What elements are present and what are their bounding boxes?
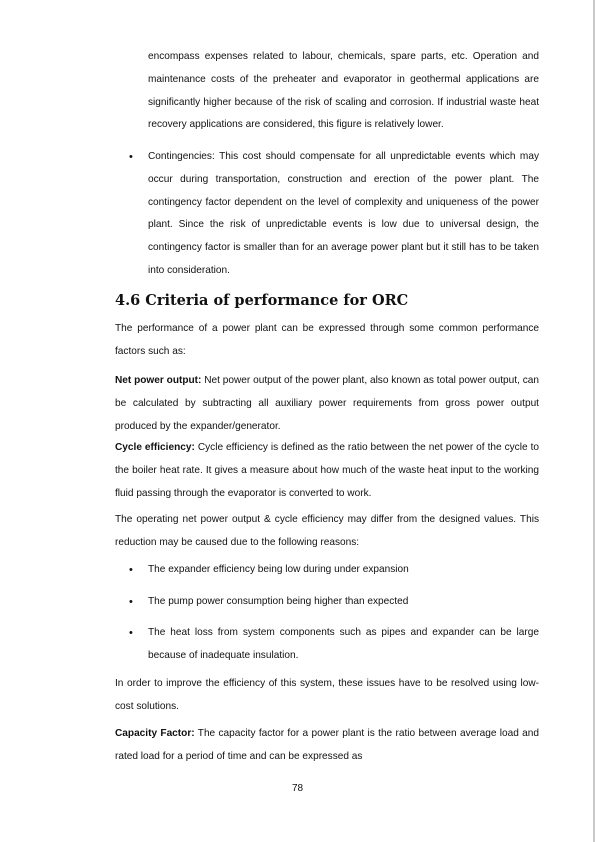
- operating-paragraph: The operating net power output & cycle efficiency may differ from the designed values. This reduction may be caused due to the following reasons:: [115, 514, 539, 548]
- cycle-efficiency-text: Cycle efficiency is defined as the ratio between the net power of the cycle to the boiler heat rate. It gives a measure about how much of the waste heat input to the working fluid passing through the evaporator is converted to work.: [115, 442, 539, 499]
- page-number: 78: [291, 783, 304, 794]
- contingencies-bullet: [115, 146, 539, 283]
- reason-text: The heat loss from system components such as pipes and expander can be large because of inadequate insulation.: [148, 627, 539, 661]
- bullet-icon: •: [129, 627, 133, 639]
- reason-text: The expander efficiency being low during under expansion: [148, 564, 409, 575]
- capacity-factor-paragraph: [115, 723, 539, 769]
- bullet-icon: •: [129, 596, 133, 608]
- capacity-factor-text: The capacity factor for a power plant is the ratio between average load and rated load for a period of time and can be expressed as: [115, 728, 540, 762]
- section-heading: 4.6 Criteria of performance for ORC: [115, 292, 409, 309]
- contingencies-text: Contingencies: This cost should compensate for all unpredictable events which may occur during transportation, construction and erection of the power plant. The contingency factor dependent on the level of complexity and uniqueness of the power plant. Since the risk of unpredictable events is low due to universal design, the contingency factor is smaller than for an average power plant but it still has to be taken into consideration.: [148, 151, 539, 276]
- cycle-efficiency-paragraph: [115, 437, 539, 505]
- net-power-term: Net power output:: [115, 375, 202, 386]
- improve-paragraph: In order to improve the efficiency of this system, these issues have to be resolved using low-cost solutions.: [115, 678, 539, 712]
- intro-continuation: encompass expenses related to labour, chemicals, spare parts, etc. Operation and maintenance costs of the preheater and evaporator in geothermal applications are significantly higher because of the risk of scaling and corrosion. If industrial waste heat recovery applications are considered, this figure is relatively lower.: [148, 51, 539, 131]
- reason-item: [115, 559, 539, 582]
- reason-text: The pump power consumption being higher than expected: [148, 596, 409, 607]
- bullet-icon: •: [129, 151, 133, 163]
- reason-item: [115, 591, 539, 614]
- net-power-paragraph: [115, 370, 539, 438]
- reason-item: [115, 622, 539, 668]
- capacity-factor-term: Capacity Factor:: [115, 728, 195, 739]
- section-intro: The performance of a power plant can be expressed through some common performance factors such as:: [115, 323, 539, 357]
- bullet-icon: •: [129, 564, 133, 576]
- cycle-efficiency-term: Cycle efficiency:: [115, 442, 195, 453]
- net-power-text: Net power output of the power plant, also known as total power output, can be calculated by subtracting all auxiliary power requirements from gross power output produced by the expander/generator.: [115, 375, 539, 432]
